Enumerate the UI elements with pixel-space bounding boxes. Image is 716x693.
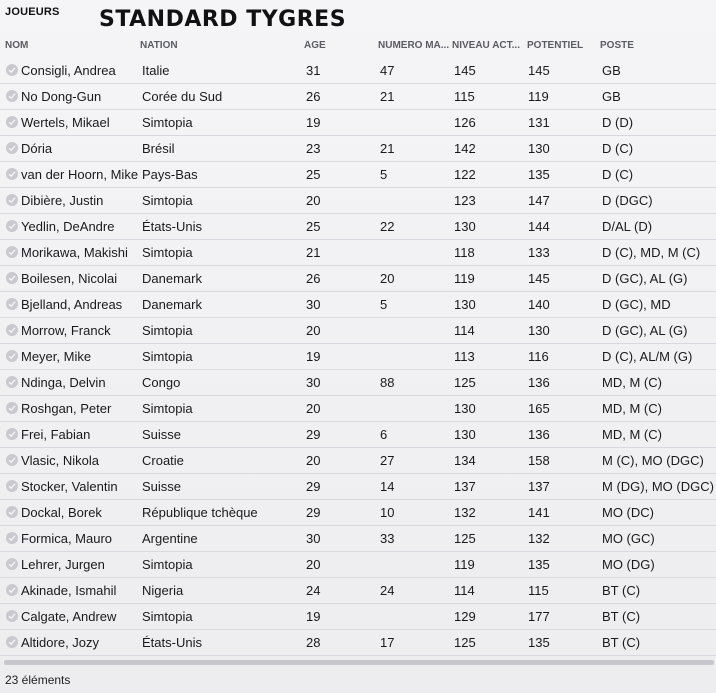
check-circle-icon[interactable] (6, 298, 18, 310)
player-age: 29 (306, 427, 321, 442)
player-name: Formica, Mauro (21, 531, 113, 546)
player-position: MO (GC) (602, 531, 655, 546)
player-potential: 133 (528, 245, 550, 260)
player-nationality: Simtopia (142, 401, 193, 416)
player-potential: 135 (528, 635, 550, 650)
player-squad-number: 14 (380, 479, 395, 494)
player-potential: 177 (528, 609, 550, 624)
player-position: D (DGC) (602, 193, 653, 208)
table-row[interactable] (0, 214, 716, 240)
player-squad-number: 21 (380, 141, 395, 156)
table-row[interactable] (0, 474, 716, 500)
player-nationality: Simtopia (142, 557, 193, 572)
player-potential: 145 (528, 63, 550, 78)
club-title: STANDARD TYGRES (99, 7, 347, 32)
player-age: 29 (306, 479, 321, 494)
player-potential: 158 (528, 453, 550, 468)
check-circle-icon[interactable] (6, 506, 18, 518)
player-age: 19 (306, 349, 321, 364)
check-circle-icon[interactable] (6, 532, 18, 544)
player-nationality: Danemark (142, 297, 202, 312)
player-name: Frei, Fabian (21, 427, 91, 442)
player-position: D (GC), AL (G) (602, 323, 688, 338)
player-position: D (D) (602, 115, 634, 130)
player-potential: 147 (528, 193, 550, 208)
table-row[interactable] (0, 110, 716, 136)
player-nationality: République tchèque (142, 505, 258, 520)
player-name: Meyer, Mike (21, 349, 92, 364)
player-age: 26 (306, 271, 321, 286)
check-circle-icon[interactable] (6, 584, 18, 596)
player-current-ability: 115 (454, 89, 475, 104)
player-age: 31 (306, 63, 321, 78)
player-name: Stocker, Valentin (21, 479, 118, 494)
player-current-ability: 130 (454, 219, 476, 234)
player-nationality: Suisse (142, 479, 182, 494)
player-age: 20 (306, 453, 321, 468)
player-current-ability: 125 (454, 375, 476, 390)
player-nationality: Simtopia (142, 349, 193, 364)
player-name: Morrow, Franck (21, 323, 111, 338)
column-header-position[interactable]: POSTE (600, 40, 634, 51)
table-row[interactable] (0, 162, 716, 188)
check-circle-icon[interactable] (6, 610, 18, 622)
check-circle-icon[interactable] (6, 350, 18, 362)
player-position: GB (602, 89, 621, 104)
player-current-ability: 122 (454, 167, 476, 182)
check-circle-icon[interactable] (6, 454, 18, 466)
player-current-ability: 130 (454, 297, 476, 312)
player-age: 20 (306, 323, 321, 338)
player-position: MD, M (C) (602, 427, 662, 442)
player-nationality: Nigeria (142, 583, 184, 598)
table-row[interactable] (0, 188, 716, 214)
player-current-ability: 142 (454, 141, 476, 156)
player-current-ability: 130 (454, 427, 476, 442)
player-potential: 115 (528, 583, 549, 598)
player-squad-number: 5 (380, 297, 388, 312)
player-name: Calgate, Andrew (21, 609, 117, 624)
player-nationality: Pays-Bas (142, 167, 198, 182)
section-label: JOUEURS (5, 6, 60, 18)
player-age: 30 (306, 297, 321, 312)
check-circle-icon[interactable] (6, 324, 18, 336)
player-position: MD, M (C) (602, 375, 662, 390)
player-current-ability: 126 (454, 115, 476, 130)
player-name: Ndinga, Delvin (21, 375, 106, 390)
player-position: BT (C) (602, 635, 641, 650)
player-current-ability: 118 (454, 245, 475, 260)
player-name: Wertels, Mikael (21, 115, 110, 130)
player-name: Dockal, Borek (21, 505, 102, 520)
table-row[interactable] (0, 526, 716, 552)
player-nationality: États-Unis (142, 219, 202, 234)
check-circle-icon[interactable] (6, 90, 18, 102)
column-header-age[interactable]: ÂGE (304, 40, 326, 51)
column-header-potential[interactable]: POTENTIEL (527, 40, 584, 51)
check-circle-icon[interactable] (6, 558, 18, 570)
player-potential: 135 (528, 557, 550, 572)
check-circle-icon[interactable] (6, 402, 18, 414)
player-potential: 145 (528, 271, 550, 286)
column-header-number[interactable]: NUMÉRO MA... (378, 40, 450, 51)
player-name: Boilesen, Nicolai (21, 271, 118, 286)
player-age: 20 (306, 193, 321, 208)
player-age: 28 (306, 635, 321, 650)
player-name: Lehrer, Jurgen (21, 557, 105, 572)
player-name: Dibière, Justin (21, 193, 104, 208)
table-row[interactable] (0, 58, 716, 84)
player-position: GB (602, 63, 621, 78)
column-header-nationality[interactable]: NATION (140, 40, 178, 51)
player-name: Consigli, Andrea (21, 63, 116, 78)
player-name: Akinade, Ismahil (21, 583, 117, 598)
player-position: M (DG), MO (DGC) (602, 479, 714, 494)
player-age: 21 (306, 245, 321, 260)
table-row[interactable] (0, 240, 716, 266)
player-position: MO (DC) (602, 505, 654, 520)
player-nationality: États-Unis (142, 635, 202, 650)
player-current-ability: 123 (454, 193, 476, 208)
player-age: 20 (306, 401, 321, 416)
table-row[interactable] (0, 500, 716, 526)
table-row[interactable] (0, 396, 716, 422)
player-current-ability: 113 (454, 349, 475, 364)
check-circle-icon[interactable] (6, 116, 18, 128)
check-circle-icon[interactable] (6, 194, 18, 206)
player-nationality: Simtopia (142, 609, 193, 624)
horizontal-scrollbar[interactable] (4, 660, 714, 665)
player-potential: 132 (528, 531, 550, 546)
player-age: 25 (306, 167, 321, 182)
check-circle-icon[interactable] (6, 142, 18, 154)
player-current-ability: 137 (454, 479, 476, 494)
player-position: D (C) (602, 167, 634, 182)
check-circle-icon[interactable] (6, 64, 18, 76)
player-potential: 144 (528, 219, 550, 234)
player-nationality: Simtopia (142, 323, 193, 338)
player-age: 24 (306, 583, 321, 598)
player-current-ability: 134 (454, 453, 476, 468)
player-position: MD, M (C) (602, 401, 662, 416)
player-potential: 135 (528, 167, 550, 182)
table-row[interactable] (0, 578, 716, 604)
table-row[interactable] (0, 630, 716, 656)
player-squad-number: 10 (380, 505, 395, 520)
player-name: Bjelland, Andreas (21, 297, 123, 312)
player-squad-number: 47 (380, 63, 395, 78)
column-header-current-ability[interactable]: NIVEAU ACT... (452, 40, 520, 51)
player-age: 19 (306, 609, 321, 624)
player-potential: 131 (528, 115, 550, 130)
check-circle-icon[interactable] (6, 246, 18, 258)
player-position: D (C), MD, M (C) (602, 245, 701, 260)
player-current-ability: 130 (454, 401, 476, 416)
table-header (0, 38, 716, 54)
player-nationality: Danemark (142, 271, 202, 286)
player-name: No Dong-Gun (21, 89, 102, 104)
check-circle-icon[interactable] (6, 376, 18, 388)
table-row[interactable] (0, 84, 716, 110)
player-age: 26 (306, 89, 321, 104)
player-squad-number: 20 (380, 271, 395, 286)
player-nationality: Croatie (142, 453, 184, 468)
check-circle-icon[interactable] (6, 480, 18, 492)
table-row[interactable] (0, 422, 716, 448)
table-row[interactable] (0, 448, 716, 474)
player-nationality: Simtopia (142, 115, 193, 130)
player-name: Vlasic, Nikola (21, 453, 100, 468)
player-name: Dória (21, 141, 53, 156)
player-position: M (C), MO (DGC) (602, 453, 704, 468)
player-position: MO (DG) (602, 557, 655, 572)
player-position: BT (C) (602, 583, 641, 598)
player-age: 29 (306, 505, 321, 520)
table-row[interactable] (0, 266, 716, 292)
player-current-ability: 125 (454, 635, 476, 650)
player-nationality: Congo (142, 375, 181, 390)
player-potential: 137 (528, 479, 550, 494)
player-squad-number: 17 (380, 635, 395, 650)
player-nationality: Simtopia (142, 193, 193, 208)
check-circle-icon[interactable] (6, 636, 18, 648)
player-age: 19 (306, 115, 321, 130)
player-position: D/AL (D) (602, 219, 653, 234)
player-potential: 140 (528, 297, 550, 312)
table-row[interactable] (0, 344, 716, 370)
player-squad-number: 33 (380, 531, 395, 546)
player-nationality: Suisse (142, 427, 182, 442)
check-circle-icon[interactable] (6, 272, 18, 284)
table-row[interactable] (0, 552, 716, 578)
check-circle-icon[interactable] (6, 428, 18, 440)
check-circle-icon[interactable] (6, 168, 18, 180)
player-current-ability: 125 (454, 531, 476, 546)
player-name: Roshgan, Peter (21, 401, 112, 416)
player-age: 30 (306, 531, 321, 546)
player-current-ability: 119 (454, 557, 475, 572)
player-potential: 141 (528, 505, 550, 520)
player-nationality: Simtopia (142, 245, 193, 260)
player-name: van der Hoorn, Mike (21, 167, 139, 182)
player-potential: 130 (528, 141, 550, 156)
check-circle-icon[interactable] (6, 220, 18, 232)
player-position: D (GC), MD (602, 297, 671, 312)
player-name: Morikawa, Makishi (21, 245, 128, 260)
item-count: 23 éléments (5, 673, 71, 687)
player-age: 30 (306, 375, 321, 390)
player-squad-number: 22 (380, 219, 395, 234)
players-table-body (0, 58, 716, 656)
player-squad-number: 6 (380, 427, 388, 442)
player-squad-number: 88 (380, 375, 395, 390)
player-potential: 116 (528, 349, 549, 364)
player-name: Yedlin, DeAndre (21, 219, 115, 234)
column-header-name[interactable]: NOM (5, 40, 29, 51)
player-potential: 165 (528, 401, 550, 416)
table-row[interactable] (0, 370, 716, 396)
player-current-ability: 132 (454, 505, 476, 520)
table-row[interactable] (0, 292, 716, 318)
player-position: D (C) (602, 141, 634, 156)
player-current-ability: 129 (454, 609, 476, 624)
player-squad-number: 27 (380, 453, 395, 468)
player-nationality: Corée du Sud (142, 89, 223, 104)
table-row[interactable] (0, 136, 716, 162)
player-name: Altidore, Jozy (21, 635, 100, 650)
player-position: D (GC), AL (G) (602, 271, 688, 286)
player-squad-number: 24 (380, 583, 395, 598)
player-position: D (C), AL/M (G) (602, 349, 693, 364)
player-current-ability: 145 (454, 63, 476, 78)
player-current-ability: 119 (454, 271, 475, 286)
player-squad-number: 21 (380, 89, 395, 104)
table-row[interactable] (0, 318, 716, 344)
player-squad-number: 5 (380, 167, 388, 182)
player-current-ability: 114 (454, 323, 475, 338)
player-nationality: Italie (142, 63, 170, 78)
player-potential: 119 (528, 89, 549, 104)
player-current-ability: 114 (454, 583, 475, 598)
player-potential: 136 (528, 375, 550, 390)
player-potential: 130 (528, 323, 550, 338)
player-age: 20 (306, 557, 321, 572)
player-nationality: Argentine (142, 531, 198, 546)
player-nationality: Brésil (142, 141, 175, 156)
player-potential: 136 (528, 427, 550, 442)
player-position: BT (C) (602, 609, 641, 624)
player-age: 23 (306, 141, 321, 156)
table-row[interactable] (0, 604, 716, 630)
player-age: 25 (306, 219, 321, 234)
